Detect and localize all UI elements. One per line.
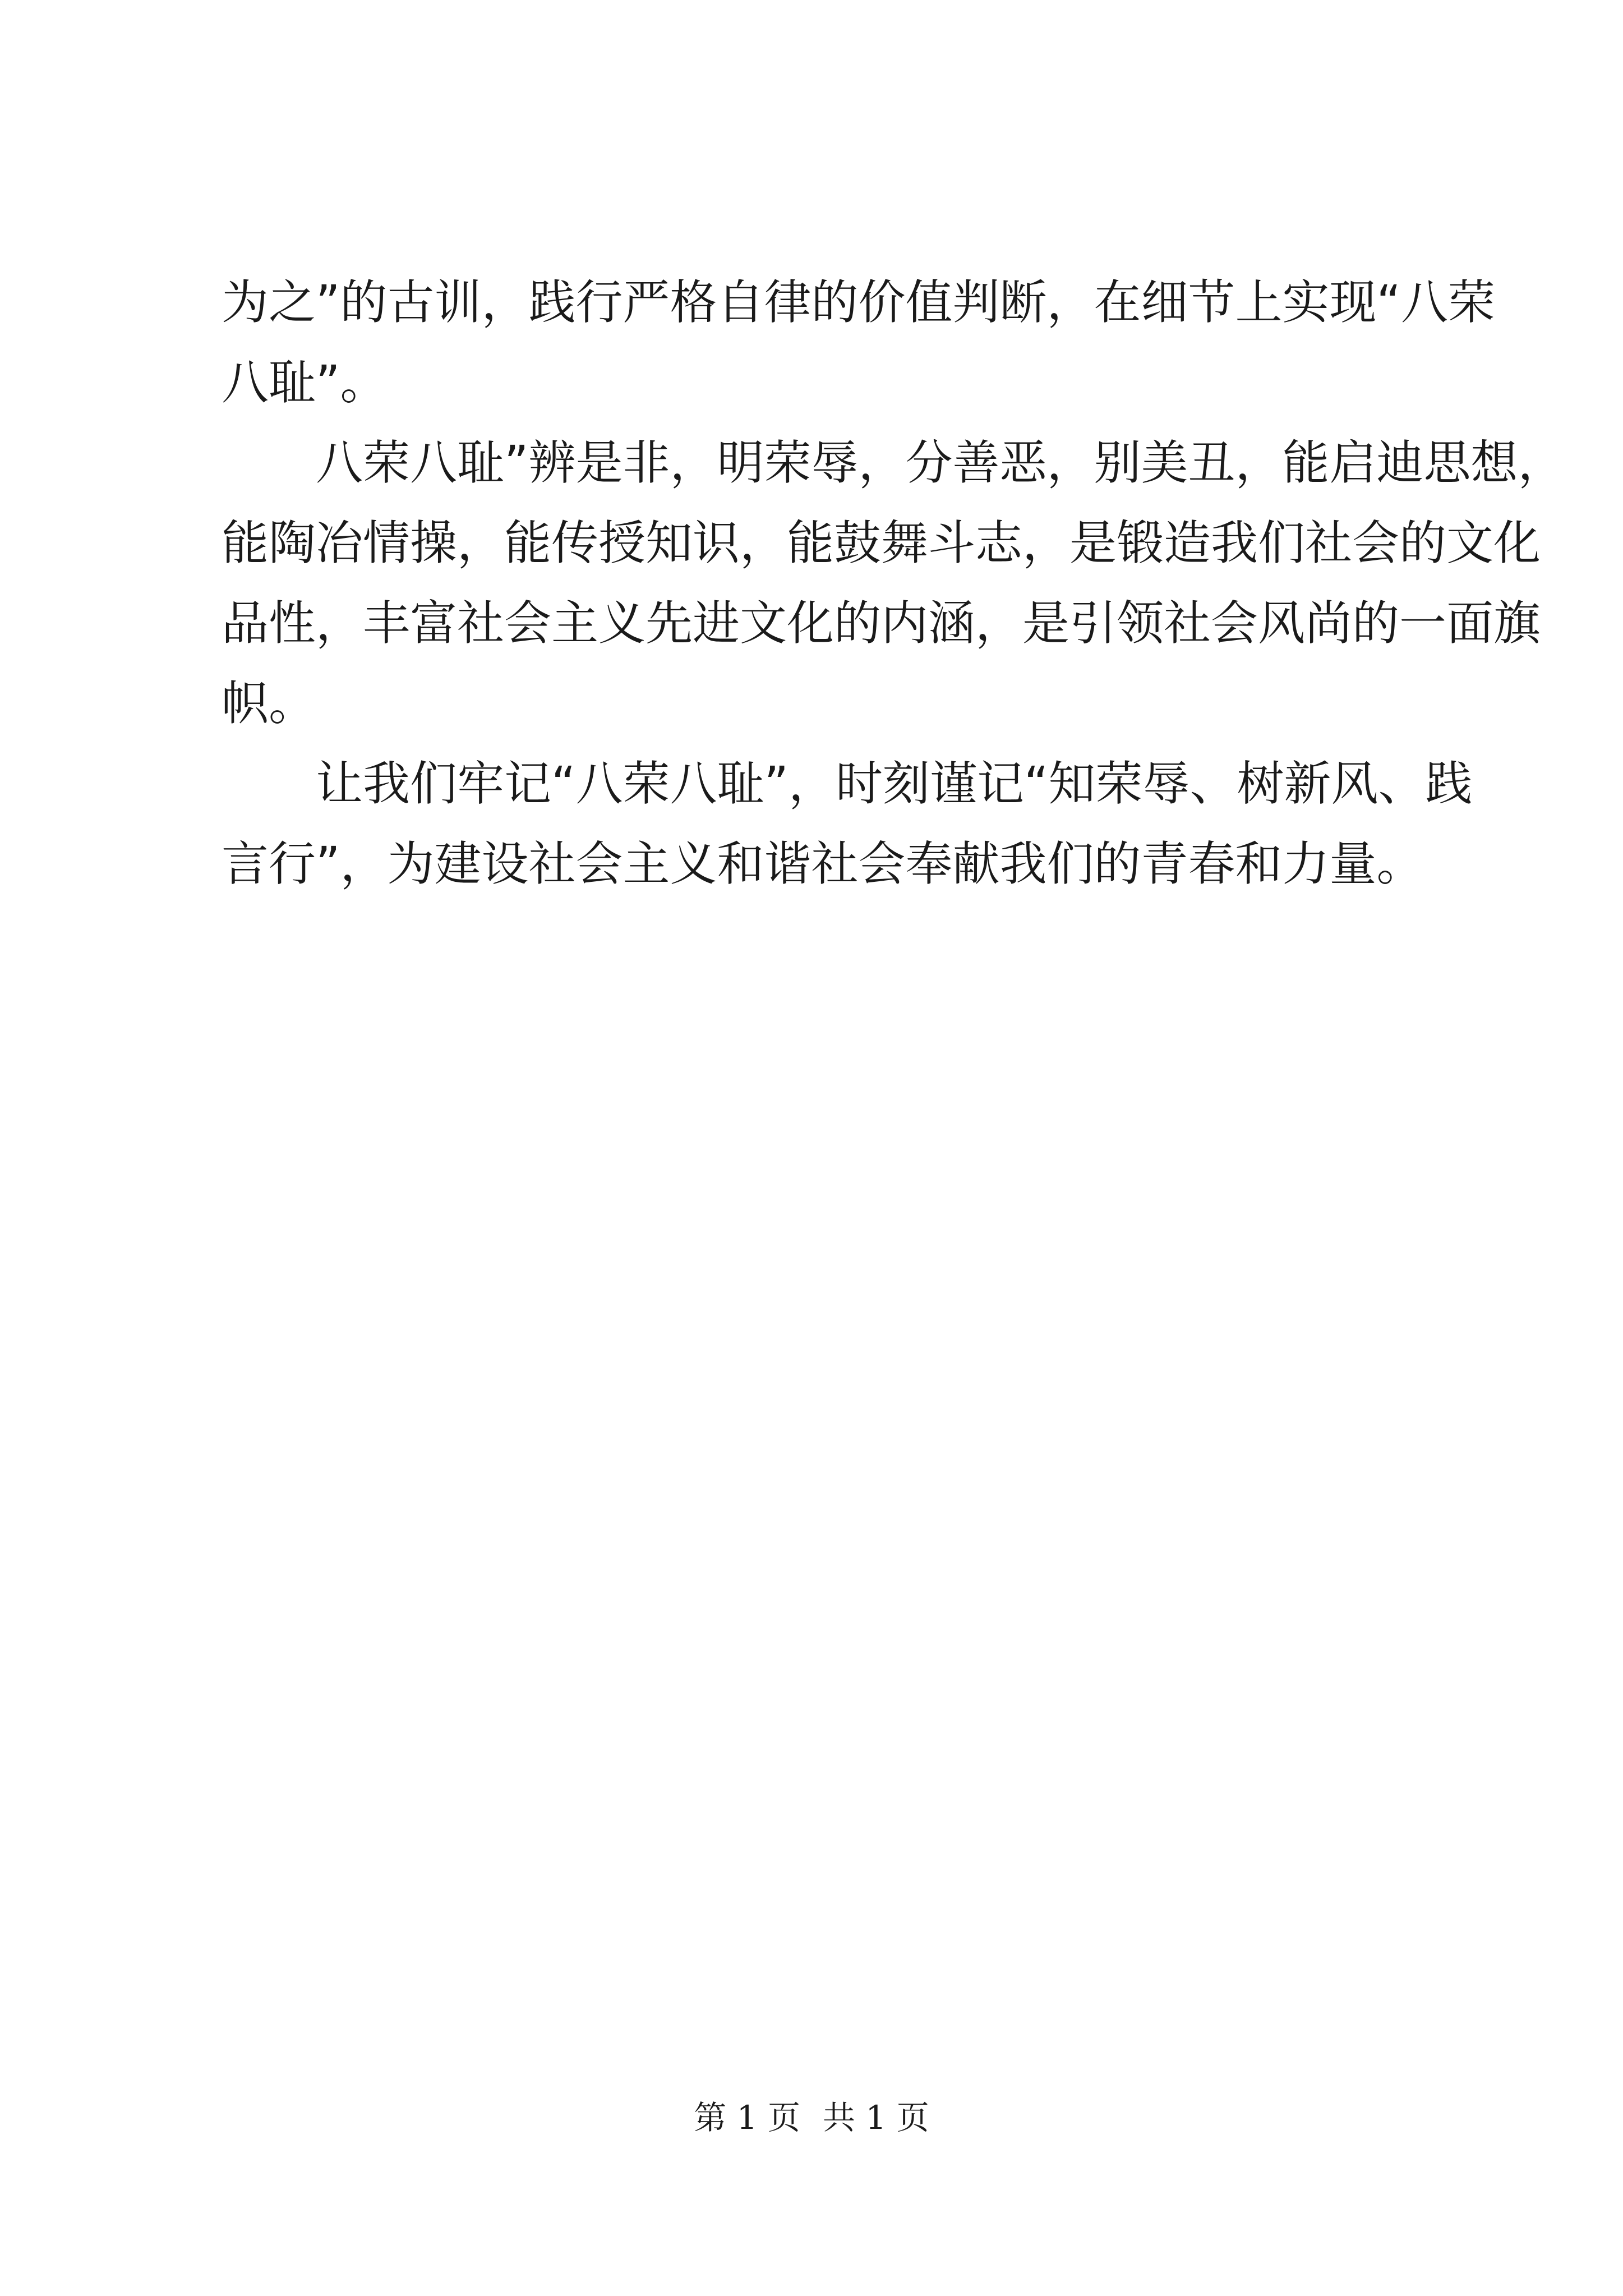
text-line: 八荣八耻”辨是非，明荣辱，分善恶，别美丑，能启迪思想，: [316, 435, 1565, 490]
text-line: 言行”，为建设社会主义和谐社会奉献我们的青春和力量。: [222, 836, 1424, 891]
paragraph-1: [222, 263, 1496, 423]
page-number-current: 第 1 页: [694, 2099, 800, 2137]
text-line: 帜。: [222, 676, 316, 731]
page-footer: [0, 2095, 1623, 2140]
text-line: 品性，丰富社会主义先进文化的内涵，是引领社会风尚的一面旗: [222, 596, 1541, 651]
page-number-total: 共 1 页: [823, 2099, 929, 2137]
document-body: [222, 263, 1565, 904]
text-line: 为之”的古训，践行严格自律的价值判断，在细节上实现“八荣: [222, 275, 1496, 330]
paragraph-3: [222, 744, 1473, 904]
paragraph-2: [222, 423, 1565, 744]
text-line: 让我们牢记“八荣八耻”，时刻谨记“知荣辱、树新风、践: [316, 756, 1473, 811]
text-line: 八耻”。: [222, 355, 388, 410]
text-line: 能陶冶情操，能传授知识，能鼓舞斗志，是锻造我们社会的文化: [222, 516, 1541, 570]
